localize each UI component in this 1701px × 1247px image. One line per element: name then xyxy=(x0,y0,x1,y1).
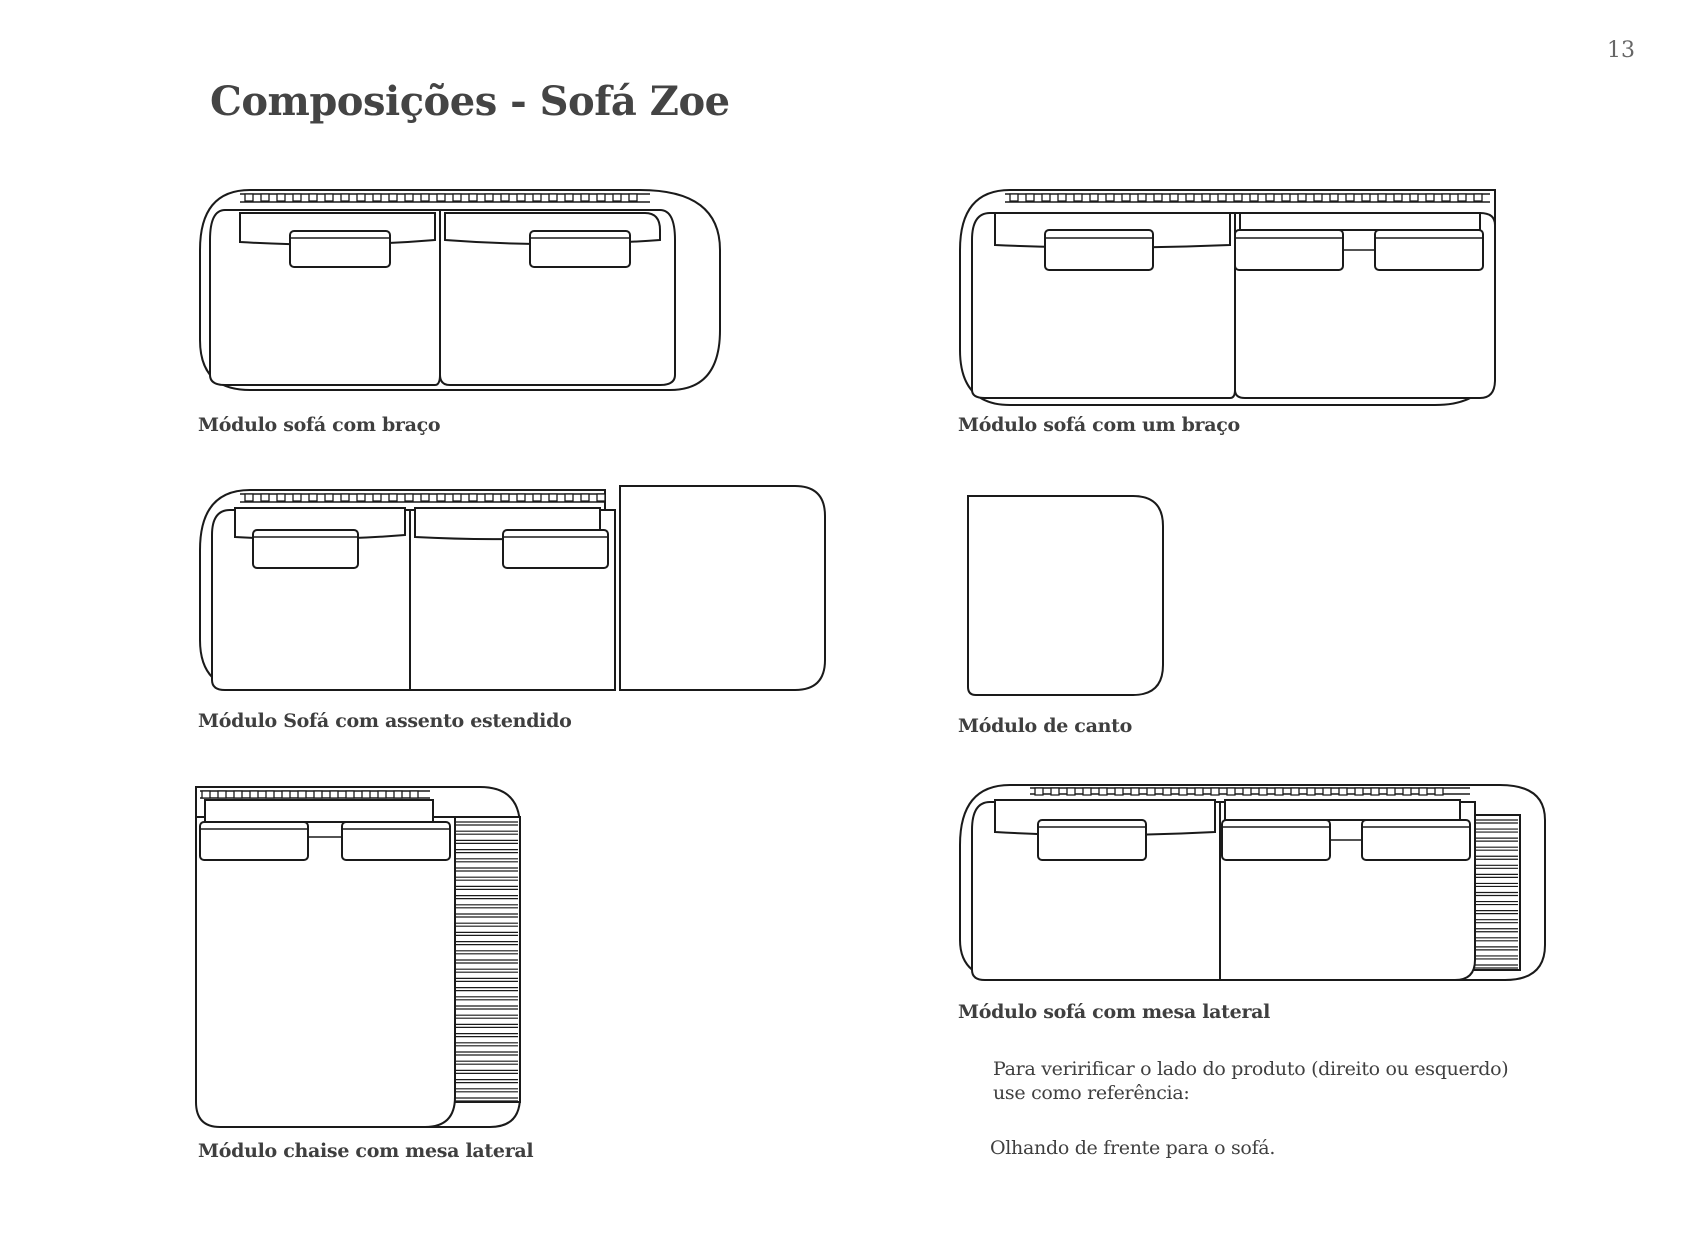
orientation-note-line-3: Olhando de frente para o sofá. xyxy=(990,1137,1276,1159)
caption-one-arm: Módulo sofá com um braço xyxy=(958,414,1240,436)
caption-chaise: Módulo chaise com mesa lateral xyxy=(198,1140,534,1162)
caption-extended-seat: Módulo Sofá com assento estendido xyxy=(198,710,572,732)
caption-two-arm: Módulo sofá com braço xyxy=(198,414,441,436)
corner-module-drawing xyxy=(958,490,1168,700)
sofa-side-table-drawing xyxy=(950,780,1550,990)
orientation-note-line-2: use como referência: xyxy=(993,1082,1190,1104)
caption-side-table: Módulo sofá com mesa lateral xyxy=(958,1001,1271,1023)
sofa-two-arm-drawing xyxy=(190,180,730,400)
orientation-note-line-1: Para veririficar o lado do produto (direito ou esquerdo) xyxy=(993,1058,1509,1080)
page-title: Composições - Sofá Zoe xyxy=(210,78,730,125)
sofa-one-arm-drawing xyxy=(950,180,1510,410)
page-number: 13 xyxy=(1607,38,1635,63)
chaise-side-table-drawing xyxy=(190,782,530,1132)
sofa-extended-seat-drawing xyxy=(190,480,830,695)
caption-corner: Módulo de canto xyxy=(958,715,1132,737)
